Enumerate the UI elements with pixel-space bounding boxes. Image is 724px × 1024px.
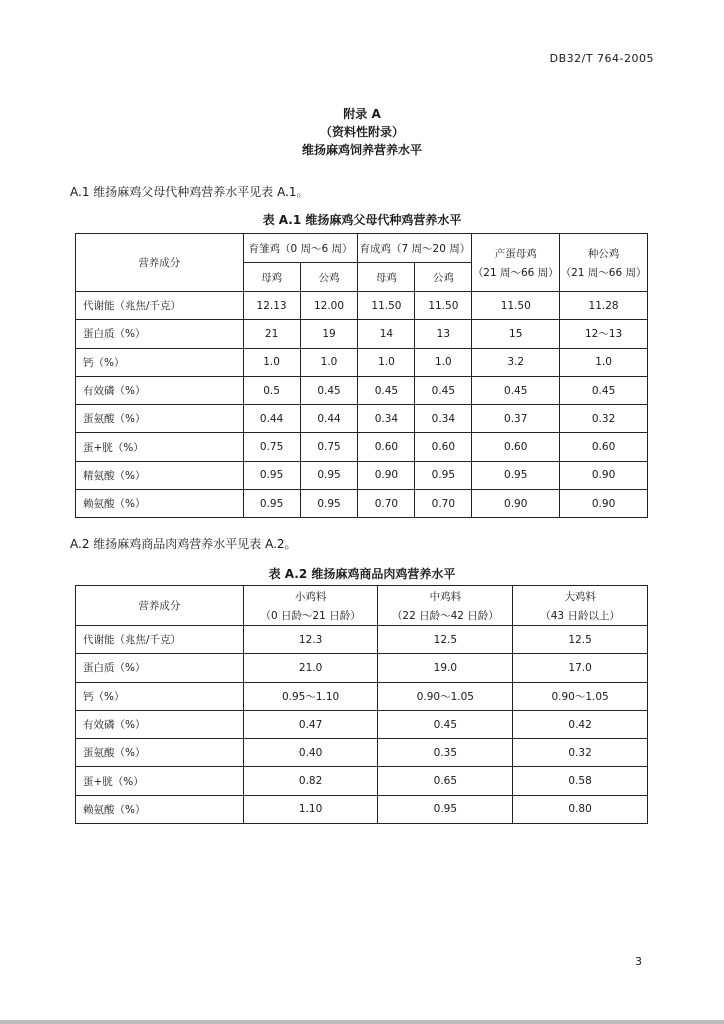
paragraph-a1: A.1 维扬麻鸡父母代种鸡营养水平见表 A.1。	[70, 185, 309, 199]
table-row	[76, 767, 648, 795]
table1-header-hen: 母鸡	[358, 263, 415, 292]
table-cell: 0.95	[243, 490, 300, 518]
table-row	[76, 292, 648, 320]
table-cell: 0.60	[560, 433, 648, 461]
table-cell: 0.95	[300, 490, 358, 518]
row-label: 钙（%）	[76, 348, 244, 376]
table-cell: 0.44	[243, 405, 300, 433]
table-row	[76, 490, 648, 518]
table-row	[76, 795, 648, 823]
table-cell: 1.0	[243, 348, 300, 376]
table-cell: 0.60	[358, 433, 415, 461]
table-cell: 0.45	[300, 376, 358, 404]
table-cell: 11.28	[560, 292, 648, 320]
table-row	[76, 348, 648, 376]
row-label: 蛋氨酸（%）	[76, 739, 244, 767]
row-label: 蛋+胱（%）	[76, 433, 244, 461]
row-label: 钙（%）	[76, 682, 244, 710]
table-cell: 0.90～1.05	[378, 682, 513, 710]
table-cell: 0.32	[513, 739, 648, 767]
table-cell: 0.37	[472, 405, 560, 433]
table-cell: 19.0	[378, 654, 513, 682]
table2-header-starter	[243, 586, 378, 626]
table-cell: 0.90～1.05	[513, 682, 648, 710]
table1-caption: 表 A.1 维扬麻鸡父母代种鸡营养水平	[262, 213, 462, 227]
paragraph-a2: A.2 维扬麻鸡商品肉鸡营养水平见表 A.2。	[70, 537, 297, 551]
table-cell: 15	[472, 320, 560, 348]
table-cell: 0.32	[560, 405, 648, 433]
table2-header-grower	[378, 586, 513, 626]
table-cell: 0.47	[243, 710, 378, 738]
table-cell: 11.50	[415, 292, 472, 320]
table1-header-growing: 育成鸡（7 周～20 周）	[358, 234, 472, 263]
table1-header-breeder-rooster	[560, 234, 648, 292]
table-cell: 13	[415, 320, 472, 348]
table-cell: 0.95	[243, 461, 300, 489]
table-row	[76, 461, 648, 489]
table-cell: 1.0	[300, 348, 358, 376]
table-cell: 0.70	[415, 490, 472, 518]
table1-header-laying-hen-period: （21 周～66 周）	[472, 266, 559, 279]
table2-header-grower-age: （22 日龄～42 日龄）	[391, 609, 499, 622]
appendix-subject: 维扬麻鸡饲养营养水平	[301, 143, 422, 157]
row-label: 蛋白质（%）	[76, 320, 244, 348]
table-a1	[75, 233, 648, 518]
table-cell: 0.95	[472, 461, 560, 489]
table-cell: 1.0	[560, 348, 648, 376]
table-cell: 0.45	[378, 710, 513, 738]
table1-header-rooster: 公鸡	[415, 263, 472, 292]
table-cell: 14	[358, 320, 415, 348]
document-code: DB32/T 764-2005	[549, 52, 654, 65]
table-cell: 11.50	[472, 292, 560, 320]
table-cell: 12.5	[513, 626, 648, 654]
table-cell: 0.65	[378, 767, 513, 795]
row-label: 代谢能（兆焦/千克）	[76, 626, 244, 654]
table2-header-finisher	[513, 586, 648, 626]
table-cell: 3.2	[472, 348, 560, 376]
table-cell: 0.34	[358, 405, 415, 433]
table-cell: 0.90	[560, 461, 648, 489]
table-cell: 17.0	[513, 654, 648, 682]
table-row	[76, 710, 648, 738]
table1-header-breeder-period: （21 周～66 周）	[560, 266, 647, 279]
table-cell: 0.40	[243, 739, 378, 767]
table-cell: 12.00	[300, 292, 358, 320]
table1-header-nutrient: 营养成分	[76, 234, 244, 292]
table-cell: 1.0	[358, 348, 415, 376]
table-cell: 0.5	[243, 376, 300, 404]
table-cell: 0.75	[300, 433, 358, 461]
table-row	[76, 433, 648, 461]
table-row	[76, 654, 648, 682]
table-a2	[75, 585, 648, 824]
table2-header-starter-age: （0 日龄～21 日龄）	[260, 609, 361, 622]
table-cell: 1.10	[243, 795, 378, 823]
table1-header-laying-hen	[472, 234, 560, 292]
row-label: 赖氨酸（%）	[76, 490, 244, 518]
table-cell: 12.3	[243, 626, 378, 654]
appendix-title: 附录 A	[343, 107, 381, 121]
table-cell: 0.95～1.10	[243, 682, 378, 710]
table-row	[76, 626, 648, 654]
table-cell: 0.90	[472, 490, 560, 518]
table-cell: 1.0	[415, 348, 472, 376]
table-cell: 0.60	[415, 433, 472, 461]
row-label: 有效磷（%）	[76, 710, 244, 738]
page-number: 3	[635, 955, 642, 968]
table-cell: 12.5	[378, 626, 513, 654]
row-label: 代谢能（兆焦/千克）	[76, 292, 244, 320]
table-cell: 0.44	[300, 405, 358, 433]
table2-header-starter-label: 小鸡料	[294, 590, 327, 603]
table-cell: 0.58	[513, 767, 648, 795]
table-row	[76, 682, 648, 710]
table-cell: 0.45	[472, 376, 560, 404]
table-row	[76, 376, 648, 404]
table-cell: 0.45	[560, 376, 648, 404]
row-label: 赖氨酸（%）	[76, 795, 244, 823]
table-cell: 0.90	[358, 461, 415, 489]
table1-header-breeder-label: 种公鸡	[587, 247, 620, 260]
appendix-type: （资料性附录）	[319, 125, 404, 139]
table-cell: 0.90	[560, 490, 648, 518]
table-row	[76, 320, 648, 348]
table1-header-hen: 母鸡	[243, 263, 300, 292]
table-cell: 0.35	[378, 739, 513, 767]
table-cell: 19	[300, 320, 358, 348]
table-cell: 0.75	[243, 433, 300, 461]
table-cell: 0.95	[415, 461, 472, 489]
row-label: 蛋氨酸（%）	[76, 405, 244, 433]
table-row	[76, 405, 648, 433]
table2-header-finisher-age: （43 日龄以上）	[540, 609, 620, 622]
table2-header-grower-label: 中鸡料	[429, 590, 462, 603]
table-cell: 21	[243, 320, 300, 348]
bottom-border	[0, 1020, 724, 1024]
table-cell: 21.0	[243, 654, 378, 682]
table-cell: 12.13	[243, 292, 300, 320]
row-label: 蛋+胱（%）	[76, 767, 244, 795]
table2-caption: 表 A.2 维扬麻鸡商品肉鸡营养水平	[268, 567, 456, 581]
table1-header-brooding: 育雏鸡（0 周～6 周）	[243, 234, 358, 263]
table-cell: 0.80	[513, 795, 648, 823]
table1-header-laying-hen-label: 产蛋母鸡	[494, 247, 537, 260]
table-cell: 0.95	[300, 461, 358, 489]
table-cell: 0.60	[472, 433, 560, 461]
table-cell: 0.82	[243, 767, 378, 795]
row-label: 有效磷（%）	[76, 376, 244, 404]
table-cell: 0.45	[415, 376, 472, 404]
row-label: 精氨酸（%）	[76, 461, 244, 489]
row-label: 蛋白质（%）	[76, 654, 244, 682]
table-cell: 0.42	[513, 710, 648, 738]
table-cell: 0.45	[358, 376, 415, 404]
table-cell: 12～13	[560, 320, 648, 348]
table-cell: 0.34	[415, 405, 472, 433]
table-cell: 0.70	[358, 490, 415, 518]
table-cell: 11.50	[358, 292, 415, 320]
table-cell: 0.95	[378, 795, 513, 823]
table2-header-finisher-label: 大鸡料	[564, 590, 596, 603]
table-row	[76, 739, 648, 767]
table2-header-nutrient: 营养成分	[76, 586, 244, 626]
table1-header-rooster: 公鸡	[300, 263, 358, 292]
